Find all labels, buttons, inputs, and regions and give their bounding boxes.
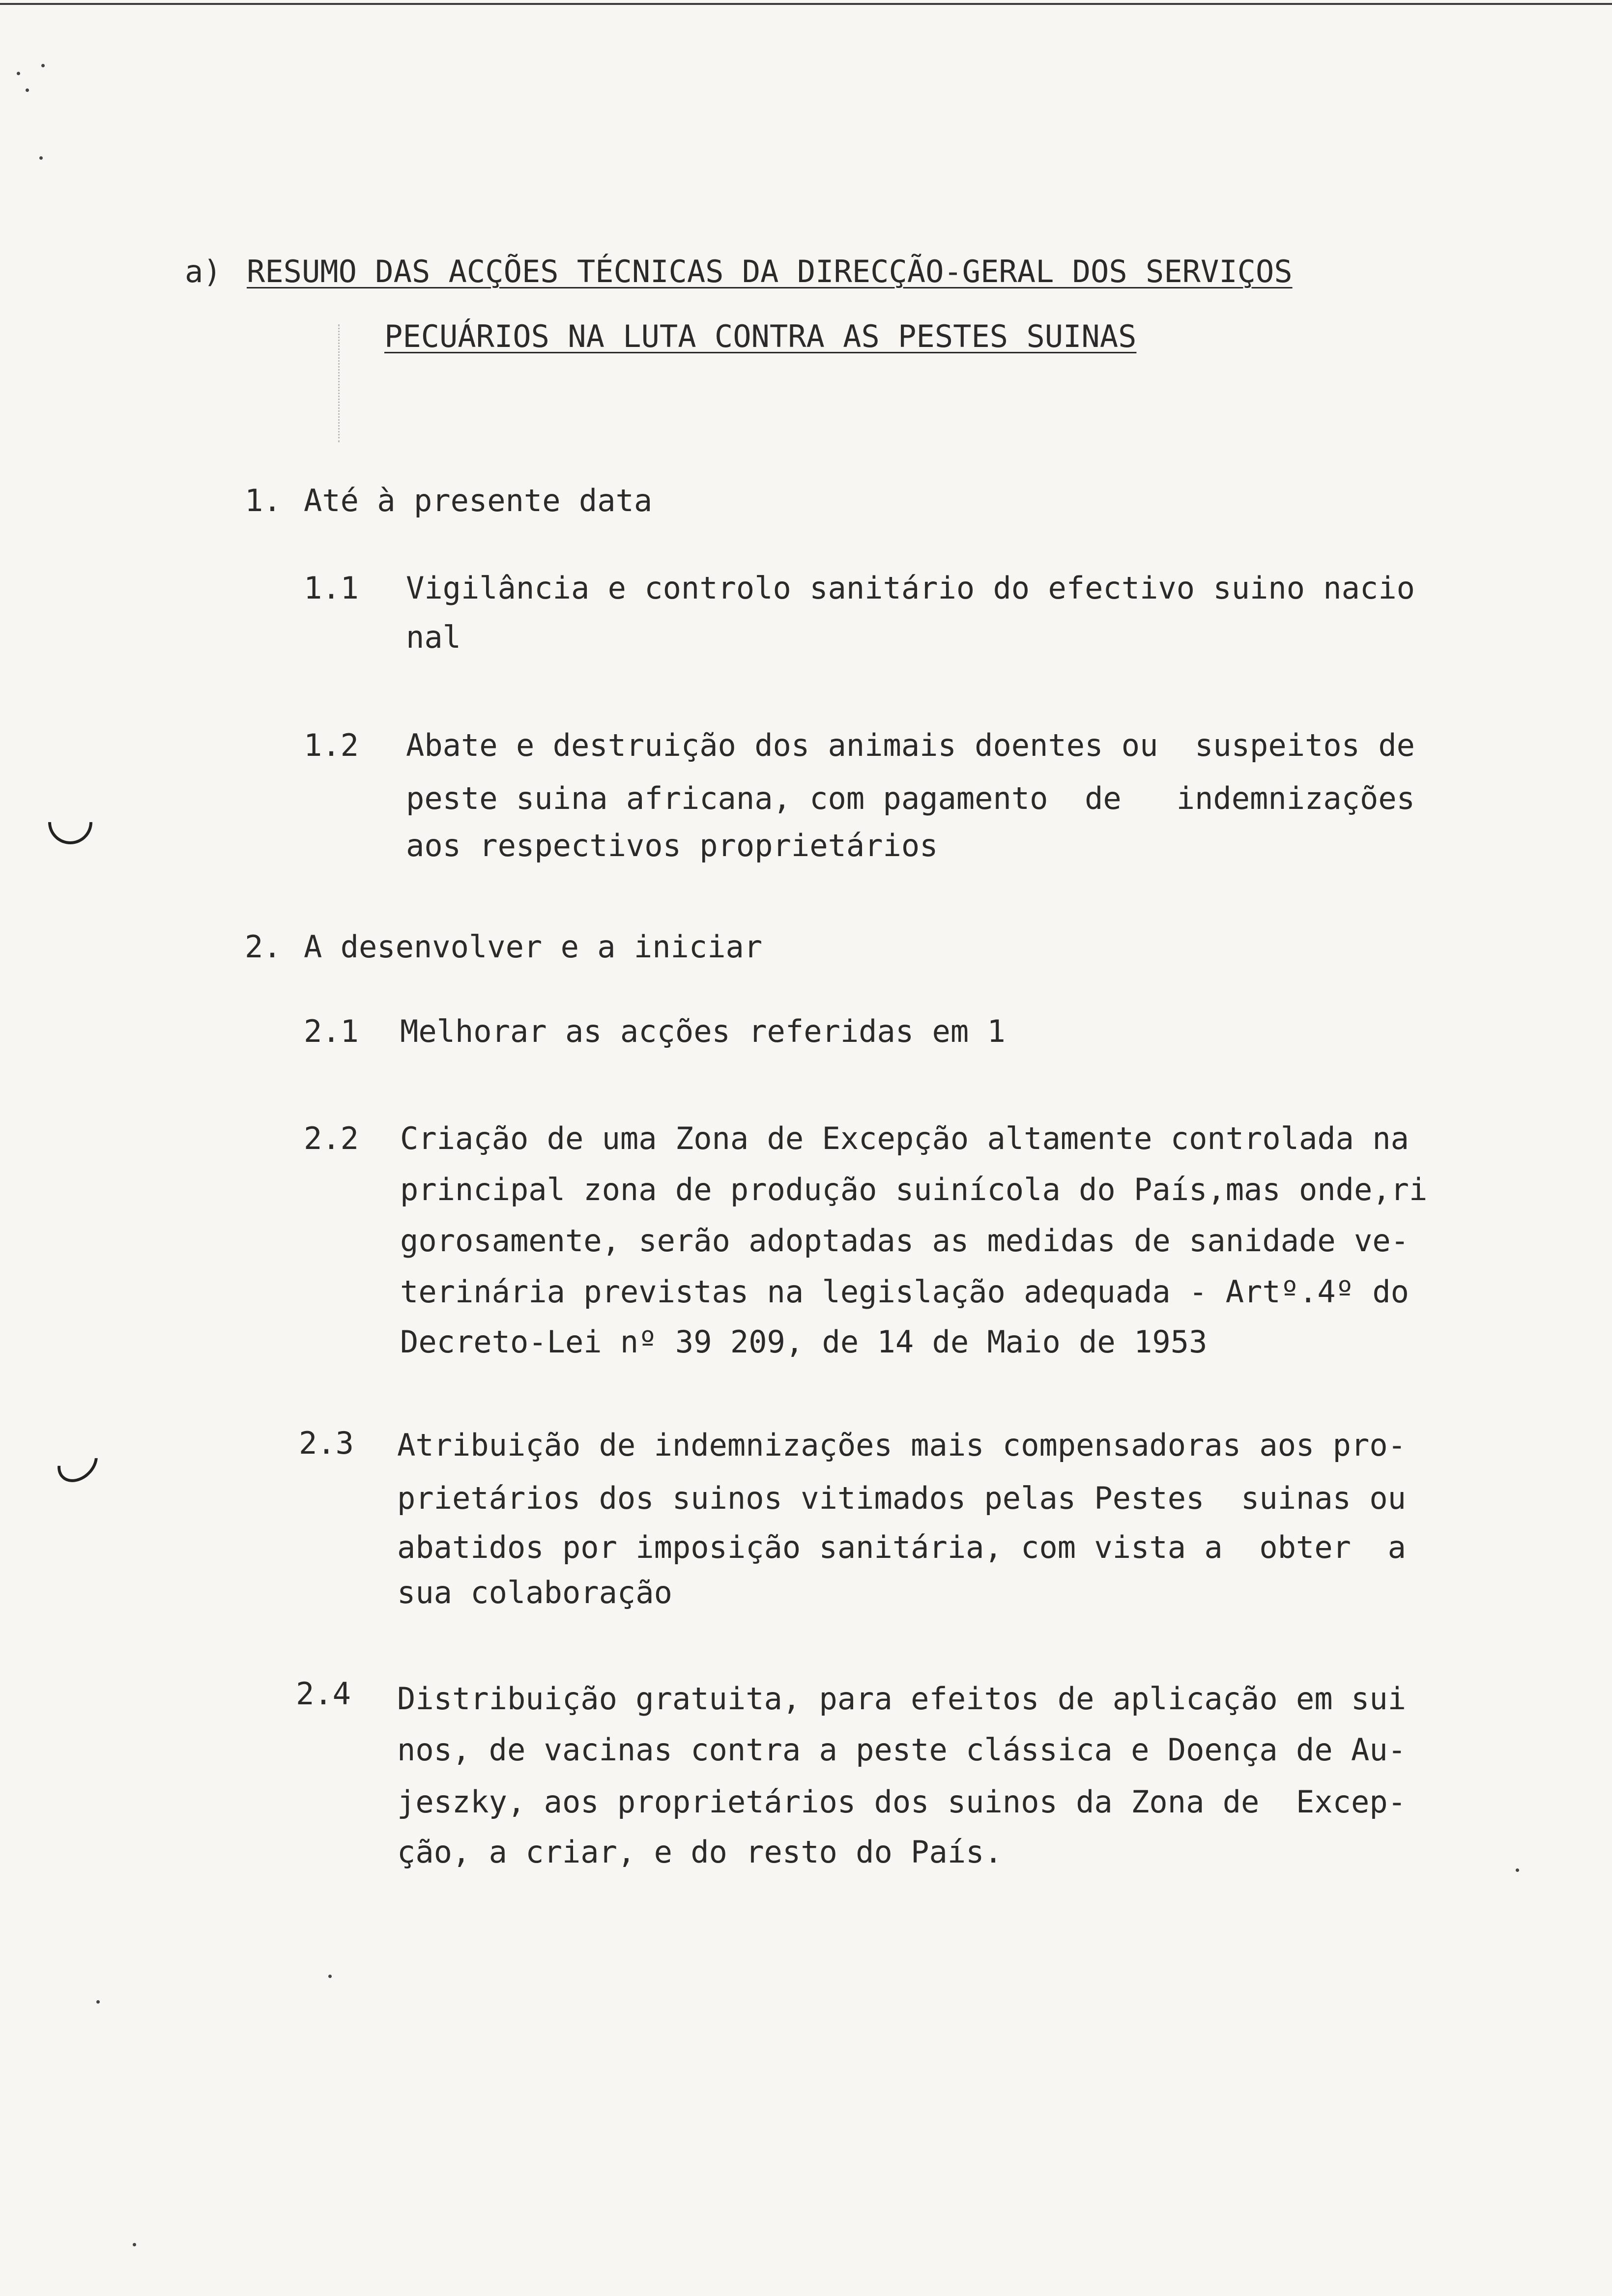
item-2-2-line: gorosamente, serão adoptadas as medidas de sanidade ve- xyxy=(400,1223,1409,1259)
item-1-2-line: aos respectivos proprietários xyxy=(406,828,938,863)
item-2-1-line: Melhorar as acções referidas em 1 xyxy=(400,1013,1006,1049)
item-1-1-line: nal xyxy=(406,619,461,655)
item-2-2-line: Decreto-Lei nº 39 209, de 14 de Maio de 1953 xyxy=(400,1324,1208,1360)
scan-dot xyxy=(39,156,43,160)
item-2-3-line: Atribuição de indemnizações mais compensadoras aos pro- xyxy=(397,1427,1406,1463)
heading-prefix: a) xyxy=(185,254,222,289)
scan-dot xyxy=(1516,1868,1519,1872)
heading-line-1: RESUMO DAS ACÇÕES TÉCNICAS DA DIRECÇÃO-GERAL DOS SERVIÇOS xyxy=(247,254,1293,289)
item-2-4-line: ção, a criar, e do resto do País. xyxy=(397,1834,1003,1870)
item-2-4-line: jeszky, aos proprietários dos suinos da Zona de Excep- xyxy=(397,1784,1406,1820)
item-2-3-line: abatidos por imposição sanitária, com vista a obter a xyxy=(397,1529,1406,1565)
item-1-2-number: 1.2 xyxy=(304,727,359,763)
section-2-number: 2. xyxy=(245,929,282,965)
item-2-3-line: sua colaboração xyxy=(397,1575,672,1610)
scan-dot xyxy=(17,72,20,75)
item-2-4-line: nos, de vacinas contra a peste clássica e Doença de Au- xyxy=(397,1732,1406,1768)
scan-dot xyxy=(26,88,29,92)
item-2-3-line: prietários dos suinos vitimados pelas Pestes suinas ou xyxy=(397,1480,1406,1516)
heading-line-2: PECUÁRIOS NA LUTA CONTRA AS PESTES SUINAS xyxy=(384,318,1137,354)
item-2-4-number: 2.4 xyxy=(296,1676,351,1712)
scan-dot xyxy=(41,64,45,67)
item-2-1-number: 2.1 xyxy=(304,1013,359,1049)
page-top-edge xyxy=(0,3,1612,5)
item-2-2-line: principal zona de produção suinícola do País,mas onde,ri xyxy=(400,1172,1428,1207)
scan-line xyxy=(338,324,341,442)
scan-dot xyxy=(96,2000,100,2004)
item-2-2-number: 2.2 xyxy=(304,1120,359,1156)
item-2-3-number: 2.3 xyxy=(299,1425,354,1461)
item-1-1-line: Vigilância e controlo sanitário do efectivo suino nacio xyxy=(406,570,1415,606)
scan-mark-1 xyxy=(39,791,101,853)
scan-dot xyxy=(133,2243,136,2246)
item-2-2-line: terinária previstas na legislação adequada - Artº.4º do xyxy=(400,1274,1409,1310)
item-1-2-line: Abate e destruição dos animais doentes ou suspeitos de xyxy=(406,727,1415,763)
item-2-2-line: Criação de uma Zona de Excepção altamente controlada na xyxy=(400,1120,1409,1156)
item-2-4-line: Distribuição gratuita, para efeitos de aplicação em sui xyxy=(397,1681,1406,1717)
scan-mark-2 xyxy=(50,1434,106,1491)
section-1-title: Até à presente data xyxy=(304,483,653,518)
section-2-title: A desenvolver e a iniciar xyxy=(304,929,763,965)
scan-dot xyxy=(328,1975,332,1978)
item-1-2-line: peste suina africana, com pagamento de indemnizações xyxy=(406,780,1415,816)
item-1-1-number: 1.1 xyxy=(304,570,359,606)
section-1-number: 1. xyxy=(245,483,282,518)
